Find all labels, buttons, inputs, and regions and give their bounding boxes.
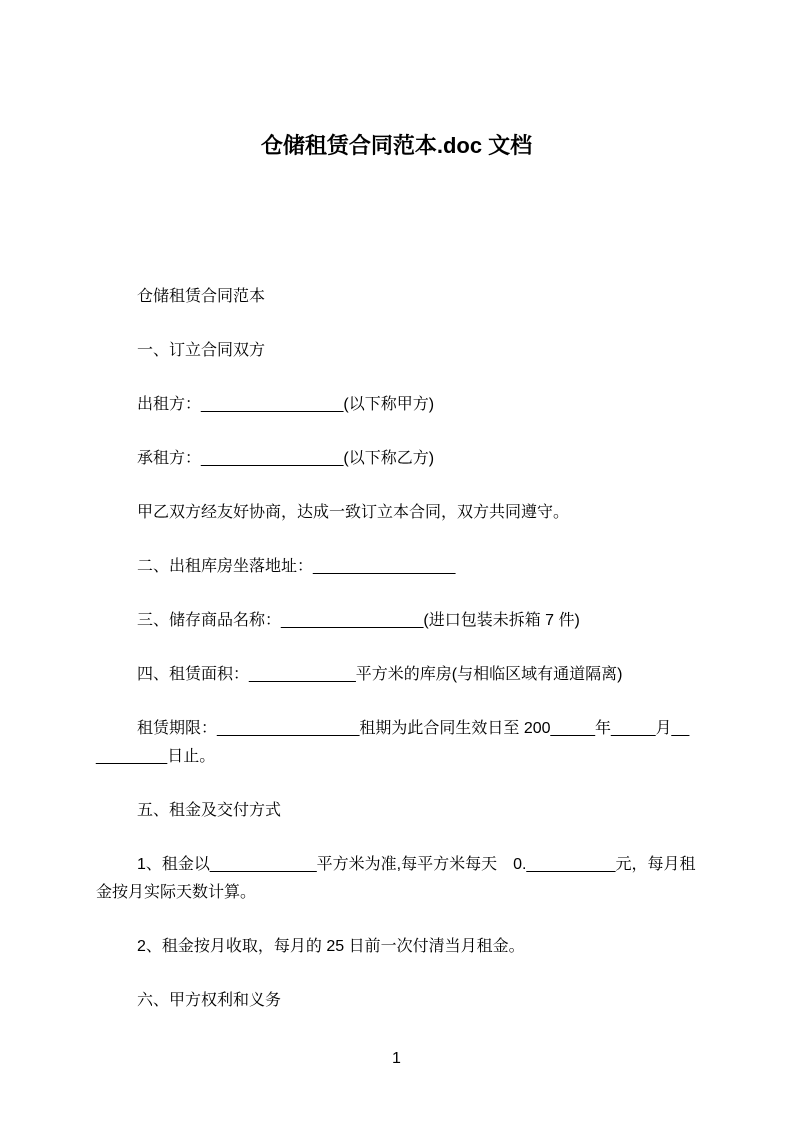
paragraph-rent-rate: 1、租金以____________平方米为准,每平方米每天 0.__________元，每月租金按月实际天数计算。 <box>96 856 696 901</box>
paragraph-section-6-heading: 六、甲方权利和义务 <box>137 992 282 1009</box>
paragraph-section-3-goods: 三、储存商品名称：________________(进口包装未拆箱 7 件) <box>137 612 580 629</box>
document-body <box>96 283 697 1041</box>
paragraph-lessee-line: 承租方：________________(以下称乙方) <box>137 450 435 467</box>
document-title: 仓储租赁合同范本.doc 文档 <box>260 133 533 158</box>
paragraph-lessor-line: 出租方：________________(以下称甲方) <box>137 396 435 413</box>
paragraph-lease-term: 租赁期限：________________租期为此合同生效日至 200_____年_____月__________日止。 <box>96 720 690 765</box>
paragraph-section-4-area: 四、租赁面积：____________平方米的库房(与相临区域有通道隔离) <box>137 666 623 683</box>
paragraph-doc-heading: 仓储租赁合同范本 <box>137 288 266 305</box>
paragraph-agreement-statement: 甲乙双方经友好协商，达成一致订立本合同，双方共同遵守。 <box>137 504 570 521</box>
paragraph-section-2-address: 二、出租库房坐落地址：________________ <box>137 558 456 575</box>
paragraph-rent-payment: 2、租金按月收取，每月的 25 日前一次付清当月租金。 <box>137 938 525 955</box>
paragraph-section-5-heading: 五、租金及交付方式 <box>137 802 282 819</box>
paragraph-section-1-heading: 一、订立合同双方 <box>137 342 266 359</box>
page-number: 1 <box>392 1050 401 1067</box>
